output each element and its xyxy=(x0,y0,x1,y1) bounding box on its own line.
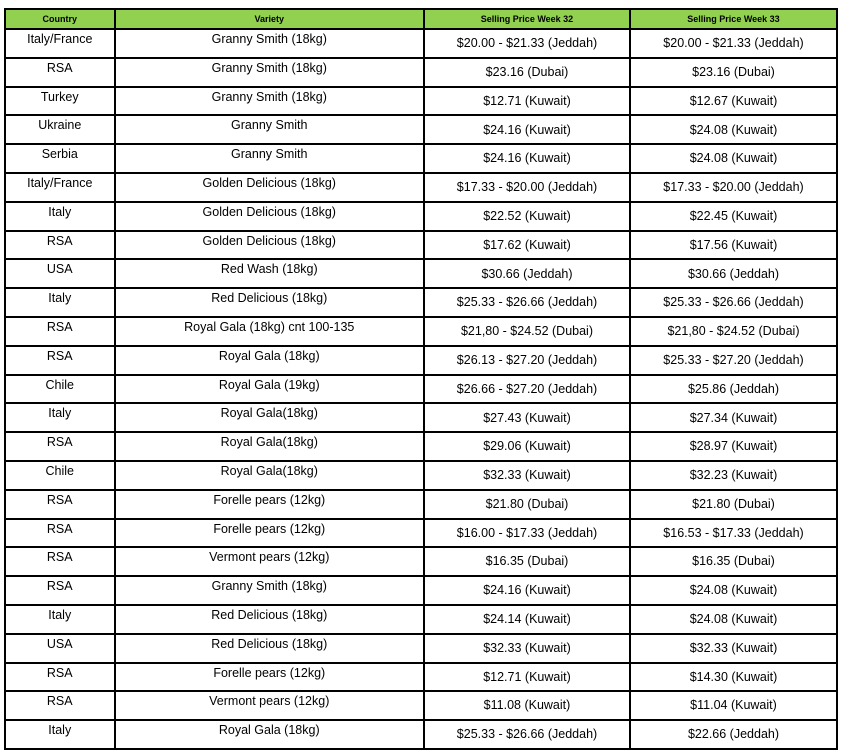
cell-price-week-33: $32.33 (Kuwait) xyxy=(631,635,836,662)
cell-variety: Royal Gala (18kg) cnt 100-135 xyxy=(116,318,423,345)
cell-price-week-32: $24.16 (Kuwait) xyxy=(425,145,629,172)
cell-price-week-33: $12.67 (Kuwait) xyxy=(631,88,836,115)
cell-variety: Red Delicious (18kg) xyxy=(116,606,423,633)
table-body xyxy=(6,30,836,748)
cell-price-week-32: $21.80 (Dubai) xyxy=(425,491,629,518)
cell-variety: Royal Gala (18kg) xyxy=(116,721,423,748)
cell-price-week-33: $25.33 - $27.20 (Jeddah) xyxy=(631,347,836,374)
cell-price-week-32: $17.33 - $20.00 (Jeddah) xyxy=(425,174,629,201)
header-price-week-32: Selling Price Week 32 xyxy=(425,10,629,28)
table-row xyxy=(6,692,836,719)
cell-country: USA xyxy=(6,635,114,662)
cell-price-week-33: $32.23 (Kuwait) xyxy=(631,462,836,489)
cell-variety: Vermont pears (12kg) xyxy=(116,692,423,719)
cell-price-week-33: $27.34 (Kuwait) xyxy=(631,404,836,431)
cell-price-week-33: $16.35 (Dubai) xyxy=(631,548,836,575)
cell-variety: Royal Gala(18kg) xyxy=(116,404,423,431)
header-country: Country xyxy=(6,10,114,28)
cell-variety: Granny Smith (18kg) xyxy=(116,577,423,604)
cell-price-week-32: $26.66 - $27.20 (Jeddah) xyxy=(425,376,629,403)
cell-variety: Granny Smith (18kg) xyxy=(116,59,423,86)
cell-price-week-33: $24.08 (Kuwait) xyxy=(631,145,836,172)
cell-variety: Forelle pears (12kg) xyxy=(116,664,423,691)
cell-country: Turkey xyxy=(6,88,114,115)
cell-variety: Granny Smith (18kg) xyxy=(116,88,423,115)
cell-country: RSA xyxy=(6,577,114,604)
cell-price-week-32: $24.14 (Kuwait) xyxy=(425,606,629,633)
cell-country: RSA xyxy=(6,692,114,719)
table-row xyxy=(6,664,836,691)
cell-price-week-33: $24.08 (Kuwait) xyxy=(631,116,836,143)
cell-price-week-33: $24.08 (Kuwait) xyxy=(631,577,836,604)
cell-country: RSA xyxy=(6,59,114,86)
cell-country: Serbia xyxy=(6,145,114,172)
table-row xyxy=(6,59,836,86)
cell-price-week-33: $25.86 (Jeddah) xyxy=(631,376,836,403)
cell-price-week-33: $21.80 (Dubai) xyxy=(631,491,836,518)
cell-price-week-33: $22.66 (Jeddah) xyxy=(631,721,836,748)
table-row xyxy=(6,203,836,230)
cell-price-week-32: $25.33 - $26.66 (Jeddah) xyxy=(425,721,629,748)
cell-country: RSA xyxy=(6,664,114,691)
cell-price-week-33: $16.53 - $17.33 (Jeddah) xyxy=(631,520,836,547)
cell-price-week-32: $23.16 (Dubai) xyxy=(425,59,629,86)
cell-price-week-32: $17.62 (Kuwait) xyxy=(425,232,629,259)
cell-country: Italy xyxy=(6,606,114,633)
cell-price-week-33: $23.16 (Dubai) xyxy=(631,59,836,86)
cell-price-week-32: $30.66 (Jeddah) xyxy=(425,260,629,287)
table-row xyxy=(6,116,836,143)
cell-price-week-32: $22.52 (Kuwait) xyxy=(425,203,629,230)
table-row xyxy=(6,577,836,604)
cell-country: Italy/France xyxy=(6,30,114,57)
cell-price-week-32: $27.43 (Kuwait) xyxy=(425,404,629,431)
table-row xyxy=(6,462,836,489)
cell-price-week-33: $11.04 (Kuwait) xyxy=(631,692,836,719)
cell-price-week-33: $20.00 - $21.33 (Jeddah) xyxy=(631,30,836,57)
cell-variety: Vermont pears (12kg) xyxy=(116,548,423,575)
table-row xyxy=(6,88,836,115)
cell-variety: Granny Smith xyxy=(116,145,423,172)
cell-country: RSA xyxy=(6,491,114,518)
cell-country: Italy xyxy=(6,721,114,748)
cell-price-week-32: $12.71 (Kuwait) xyxy=(425,88,629,115)
cell-price-week-32: $26.13 - $27.20 (Jeddah) xyxy=(425,347,629,374)
table-row xyxy=(6,376,836,403)
cell-price-week-32: $16.00 - $17.33 (Jeddah) xyxy=(425,520,629,547)
table-row xyxy=(6,635,836,662)
cell-variety: Red Delicious (18kg) xyxy=(116,635,423,662)
table-row xyxy=(6,347,836,374)
cell-price-week-32: $12.71 (Kuwait) xyxy=(425,664,629,691)
price-table xyxy=(4,8,838,750)
cell-price-week-33: $25.33 - $26.66 (Jeddah) xyxy=(631,289,836,316)
cell-price-week-32: $32.33 (Kuwait) xyxy=(425,635,629,662)
cell-price-week-32: $11.08 (Kuwait) xyxy=(425,692,629,719)
cell-country: Ukraine xyxy=(6,116,114,143)
cell-country: RSA xyxy=(6,318,114,345)
cell-country: RSA xyxy=(6,548,114,575)
cell-country: RSA xyxy=(6,347,114,374)
cell-country: RSA xyxy=(6,232,114,259)
cell-price-week-32: $25.33 - $26.66 (Jeddah) xyxy=(425,289,629,316)
cell-variety: Golden Delicious (18kg) xyxy=(116,232,423,259)
cell-price-week-33: $30.66 (Jeddah) xyxy=(631,260,836,287)
header-variety: Variety xyxy=(116,10,423,28)
table-row xyxy=(6,174,836,201)
cell-variety: Royal Gala(18kg) xyxy=(116,462,423,489)
cell-variety: Golden Delicious (18kg) xyxy=(116,203,423,230)
cell-country: Chile xyxy=(6,376,114,403)
table-row xyxy=(6,721,836,748)
table-row xyxy=(6,318,836,345)
table-row xyxy=(6,30,836,57)
cell-variety: Forelle pears (12kg) xyxy=(116,520,423,547)
cell-variety: Granny Smith (18kg) xyxy=(116,30,423,57)
table-row xyxy=(6,145,836,172)
cell-price-week-32: $24.16 (Kuwait) xyxy=(425,116,629,143)
cell-variety: Red Wash (18kg) xyxy=(116,260,423,287)
table-row xyxy=(6,491,836,518)
cell-variety: Royal Gala(18kg) xyxy=(116,433,423,460)
cell-country: Italy/France xyxy=(6,174,114,201)
cell-country: Italy xyxy=(6,203,114,230)
cell-price-week-32: $29.06 (Kuwait) xyxy=(425,433,629,460)
header-price-week-33: Selling Price Week 33 xyxy=(631,10,836,28)
cell-price-week-33: $22.45 (Kuwait) xyxy=(631,203,836,230)
cell-price-week-33: $24.08 (Kuwait) xyxy=(631,606,836,633)
cell-variety: Red Delicious (18kg) xyxy=(116,289,423,316)
cell-price-week-33: $21,80 - $24.52 (Dubai) xyxy=(631,318,836,345)
table-row xyxy=(6,404,836,431)
cell-variety: Golden Delicious (18kg) xyxy=(116,174,423,201)
table-row xyxy=(6,289,836,316)
cell-price-week-33: $28.97 (Kuwait) xyxy=(631,433,836,460)
cell-price-week-33: $17.56 (Kuwait) xyxy=(631,232,836,259)
cell-variety: Royal Gala (19kg) xyxy=(116,376,423,403)
table-row xyxy=(6,606,836,633)
table-row xyxy=(6,232,836,259)
cell-price-week-32: $21,80 - $24.52 (Dubai) xyxy=(425,318,629,345)
cell-country: Italy xyxy=(6,289,114,316)
table-row xyxy=(6,520,836,547)
cell-price-week-32: $16.35 (Dubai) xyxy=(425,548,629,575)
cell-price-week-32: $24.16 (Kuwait) xyxy=(425,577,629,604)
cell-country: USA xyxy=(6,260,114,287)
cell-variety: Forelle pears (12kg) xyxy=(116,491,423,518)
cell-variety: Granny Smith xyxy=(116,116,423,143)
cell-country: Italy xyxy=(6,404,114,431)
cell-country: RSA xyxy=(6,520,114,547)
cell-price-week-32: $20.00 - $21.33 (Jeddah) xyxy=(425,30,629,57)
cell-country: RSA xyxy=(6,433,114,460)
table-row xyxy=(6,433,836,460)
cell-price-week-33: $17.33 - $20.00 (Jeddah) xyxy=(631,174,836,201)
table-row xyxy=(6,548,836,575)
cell-variety: Royal Gala (18kg) xyxy=(116,347,423,374)
header-row xyxy=(6,10,836,28)
table-row xyxy=(6,260,836,287)
cell-country: Chile xyxy=(6,462,114,489)
cell-price-week-32: $32.33 (Kuwait) xyxy=(425,462,629,489)
cell-price-week-33: $14.30 (Kuwait) xyxy=(631,664,836,691)
